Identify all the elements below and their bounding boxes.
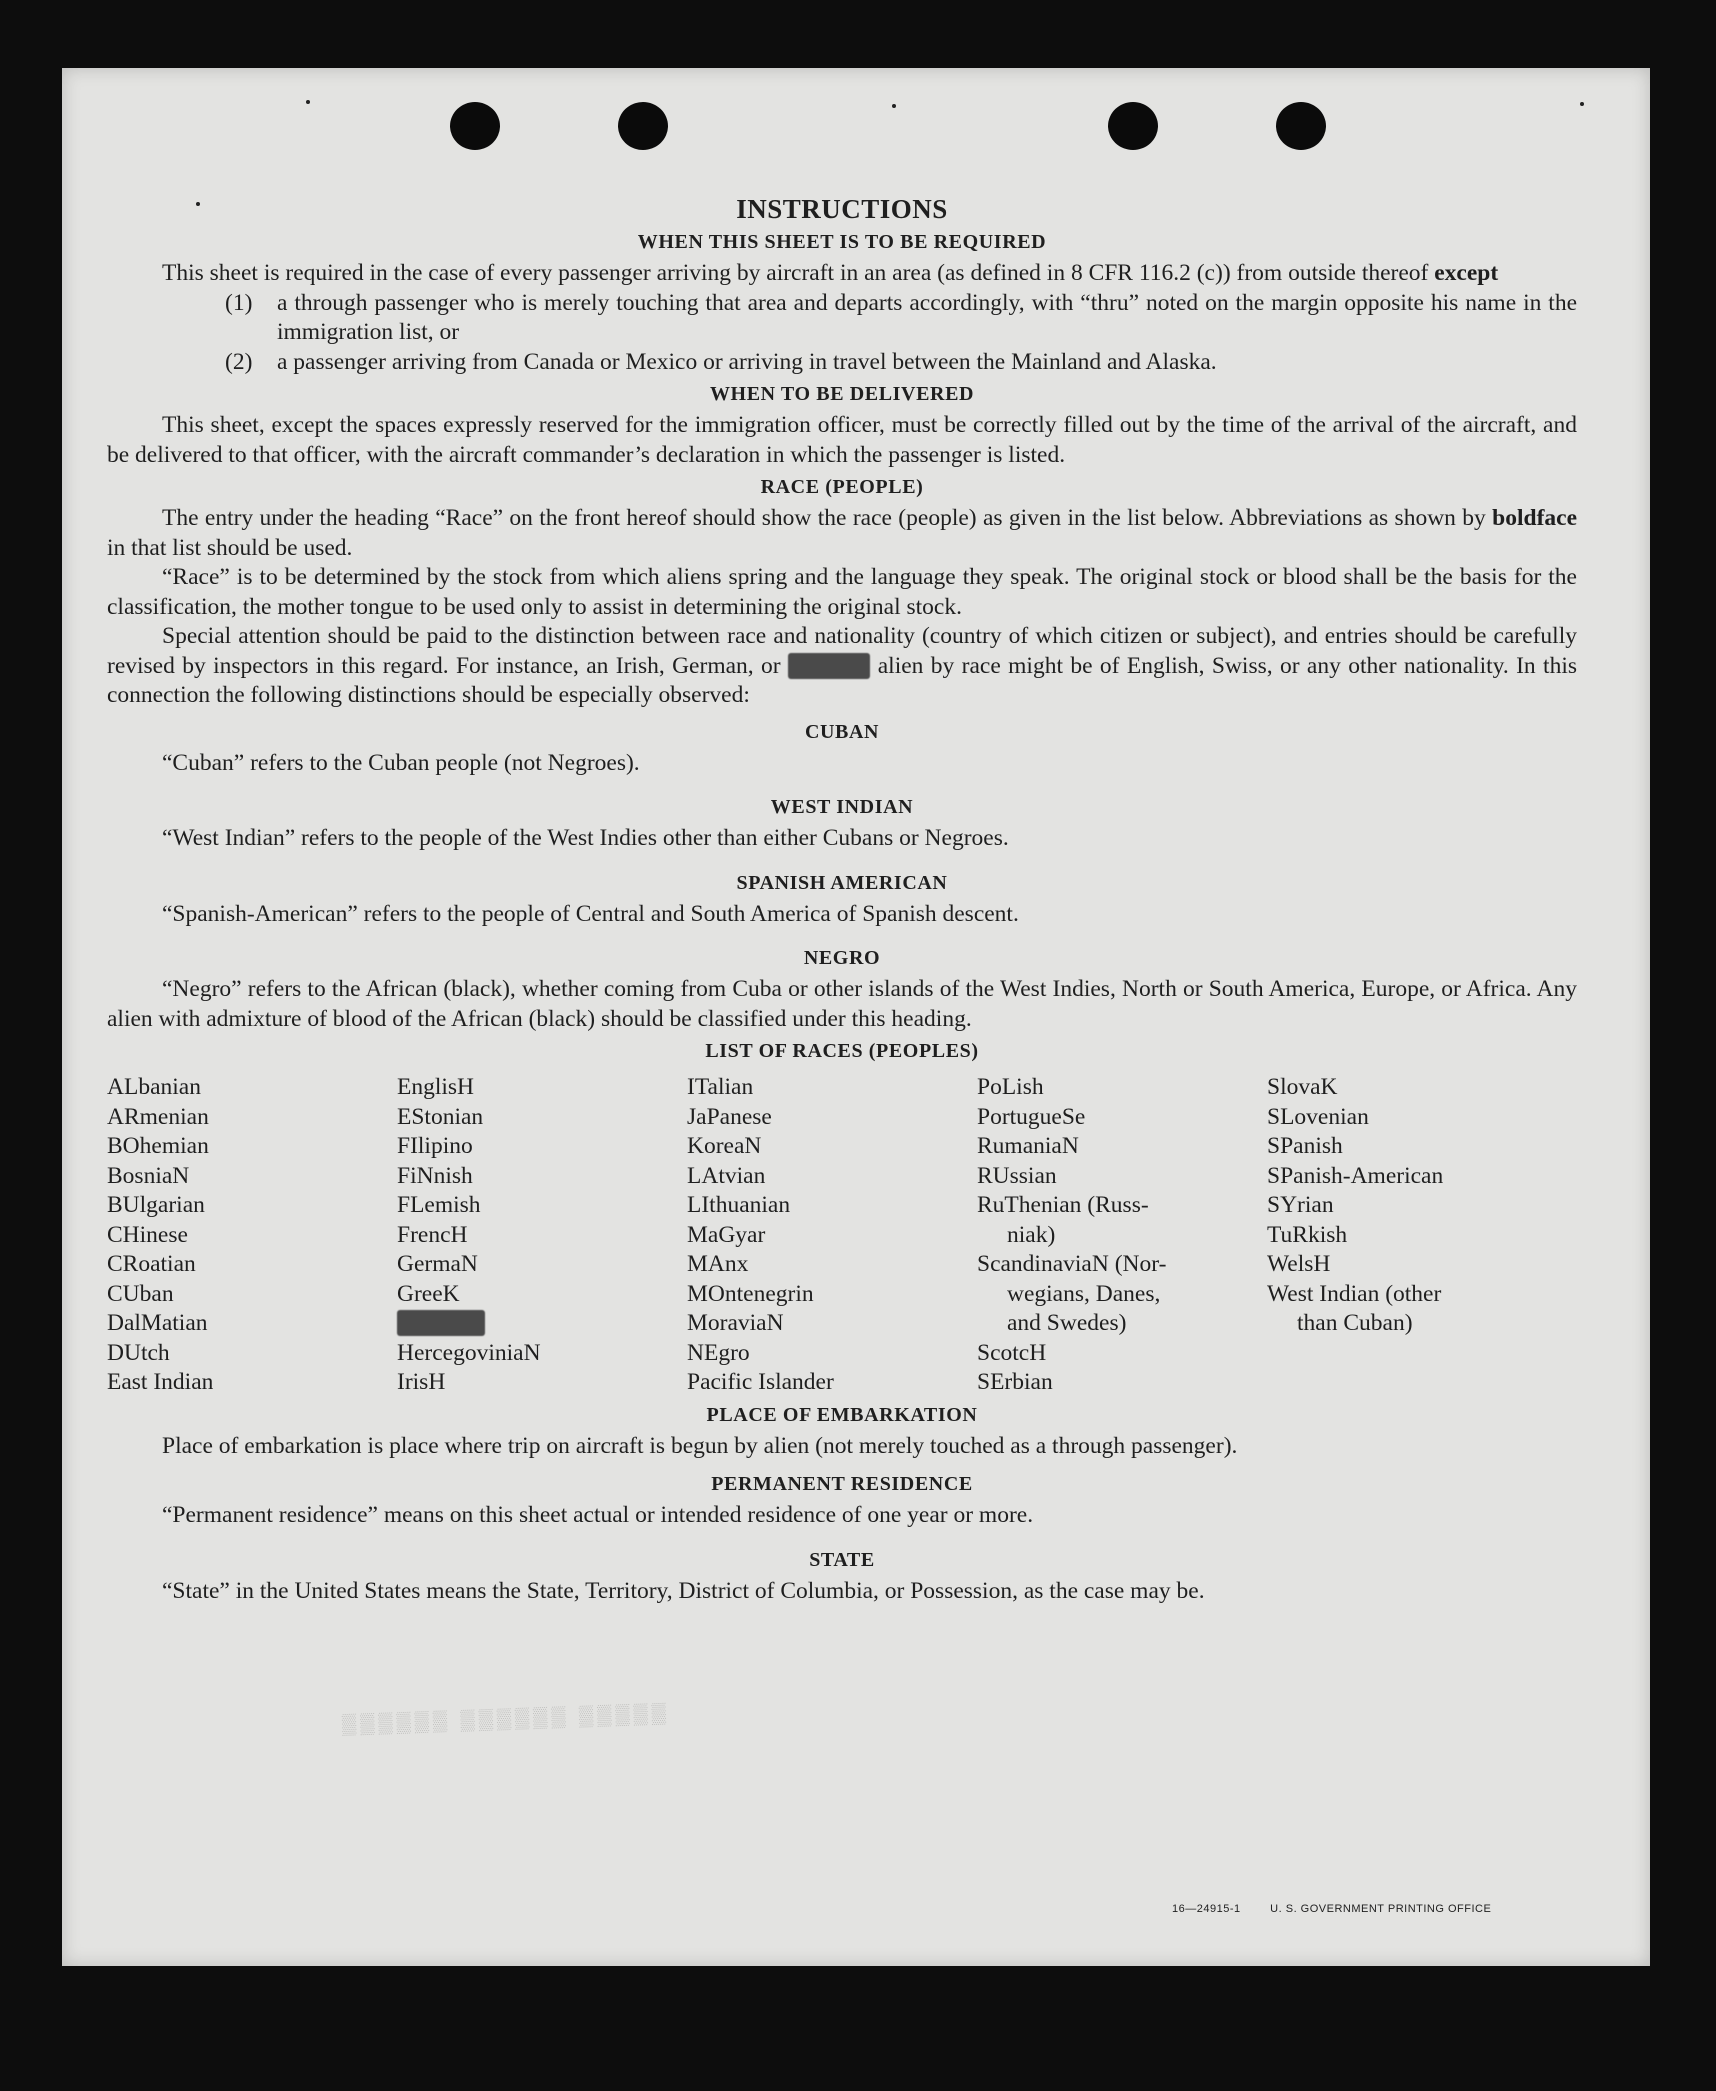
race-item: RuThenian (Russ- xyxy=(977,1192,1149,1218)
race-item: CRoatian xyxy=(107,1251,196,1277)
race-item: BOhemian xyxy=(107,1133,209,1159)
item-number: (1) xyxy=(225,289,253,316)
speck xyxy=(306,100,310,104)
race-item: West Indian (other xyxy=(1267,1280,1442,1307)
item-text: a passenger arriving from Canada or Mexico or arriving in travel between the Mainland and Alaska. xyxy=(277,348,1217,375)
race-item: LAtvian xyxy=(687,1162,766,1189)
punch-hole xyxy=(1108,102,1158,150)
race-column-5 xyxy=(1267,1073,1557,1398)
race-item: DalMatian xyxy=(107,1310,208,1336)
spanish-american-text: “Spanish-American” refers to the people of Central and South America of Spanish descent. xyxy=(162,900,1019,927)
race-item: ALbanian xyxy=(107,1074,201,1100)
race-item-redacted xyxy=(397,1309,687,1339)
race-item: GermaN xyxy=(397,1251,478,1277)
heading-list-of-races: LIST OF RACES (PEOPLES) xyxy=(705,1040,979,1062)
race-item: IrisH xyxy=(397,1369,446,1395)
race-column-3 xyxy=(687,1073,977,1398)
speck xyxy=(1580,102,1584,106)
residence-text: “Permanent residence” means on this sheet actual or intended residence of one year or more. xyxy=(162,1502,1034,1528)
required-intro-bold: except xyxy=(1434,260,1499,286)
heading-west-indian: WEST INDIAN xyxy=(770,796,914,818)
heading-cuban: CUBAN xyxy=(804,720,880,743)
race-item: SLovenian xyxy=(1267,1103,1369,1130)
race-item: ARmenian xyxy=(107,1103,209,1130)
race-item: Pacific Islander xyxy=(687,1369,834,1395)
race-item: SlovaK xyxy=(1267,1074,1338,1100)
race-item: FLemish xyxy=(397,1192,481,1218)
required-intro-text: This sheet is required in the case of every passenger arriving by aircraft in an area (as defined in 8 CFR 116.2 (c)) from outside thereof xyxy=(162,260,1429,286)
race-item: SPanish xyxy=(1267,1133,1343,1159)
race-p1-text: The entry under the heading “Race” on the front hereof should show the race (people) as given in the list below. Abbreviations as shown by xyxy=(162,505,1486,531)
race-p1-bold: boldface xyxy=(1492,505,1578,531)
race-item: MaGyar xyxy=(687,1221,766,1248)
redacted-word xyxy=(397,1310,485,1336)
race-item: MAnx xyxy=(687,1251,749,1277)
heading-residence: PERMANENT RESIDENCE xyxy=(711,1473,973,1495)
race-item: EnglisH xyxy=(397,1074,475,1100)
faint-stamp-mark: ▒▒▒▒▒▒ ▒▒▒▒▒▒ ▒▒▒▒▒ xyxy=(341,1702,671,1736)
race-item: TuRkish xyxy=(1267,1221,1348,1248)
race-item: KoreaN xyxy=(687,1133,762,1159)
race-item: PoLish xyxy=(977,1074,1044,1100)
race-item: FIlipino xyxy=(397,1133,473,1159)
heading-spanish-american: SPANISH AMERICAN xyxy=(736,871,948,894)
race-paragraph-1 xyxy=(107,504,1577,563)
race-item: FrencH xyxy=(397,1221,468,1248)
punch-hole xyxy=(450,102,500,150)
page-title: INSTRUCTIONS xyxy=(736,194,948,224)
heading-race: RACE (PEOPLE) xyxy=(760,476,924,498)
race-item: MOntenegrin xyxy=(687,1280,814,1307)
race-p1-text-end: in that list should be used. xyxy=(107,534,353,561)
redacted-word xyxy=(788,653,870,679)
heading-required: WHEN THIS SHEET IS TO BE REQUIRED xyxy=(637,231,1047,253)
race-item: East Indian xyxy=(107,1369,214,1395)
punch-hole xyxy=(1276,102,1326,150)
race-item: MoraviaN xyxy=(687,1310,784,1336)
document-sheet xyxy=(62,68,1650,1966)
required-item-1 xyxy=(107,289,1577,348)
printer-imprint: U. S. GOVERNMENT PRINTING OFFICE xyxy=(1270,1903,1492,1915)
race-item: HercegoviniaN xyxy=(397,1339,541,1366)
race-item: SPanish-American xyxy=(1267,1162,1444,1189)
race-item-continued: and Swedes) xyxy=(1007,1310,1127,1336)
race-item: DUtch xyxy=(107,1339,170,1366)
form-code: 16—24915-1 xyxy=(1172,1903,1241,1915)
race-p3-text: Special attention should be paid to the distinction between race and nationality (country of which citizen or subject), and entries should be carefully revised by inspectors in this regard. For instance, an Irish, German, or xyxy=(107,623,1577,679)
race-paragraph-2: “Race” is to be determined by the stock from which aliens spring and the language they speak. The original stock or blood shall be the basis for the classification, the mother tongue to be used only to assist in determining the original stock. xyxy=(107,564,1577,620)
race-item: ITalian xyxy=(687,1074,754,1100)
race-item: ScotcH xyxy=(977,1339,1047,1366)
race-list xyxy=(107,1073,1577,1398)
embarkation-text: Place of embarkation is place where trip on aircraft is begun by alien (not merely touched as a through passenger). xyxy=(162,1432,1238,1459)
race-paragraph-3 xyxy=(107,622,1577,711)
punch-hole xyxy=(618,102,668,150)
race-item: CUban xyxy=(107,1280,174,1307)
race-item: SYrian xyxy=(1267,1192,1334,1218)
footer-imprint xyxy=(1172,1903,1517,1915)
race-p3-text-end: alien by race might be of English, Swiss, or any other nationality. In this connection the following distinctions should be especially observed: xyxy=(107,652,1578,708)
race-item: RumaniaN xyxy=(977,1133,1079,1159)
instructions-content xyxy=(107,194,1577,1606)
heading-delivered: WHEN TO BE DELIVERED xyxy=(709,383,975,405)
heading-state: STATE xyxy=(809,1548,875,1571)
race-item: WelsH xyxy=(1267,1251,1331,1277)
race-column-2 xyxy=(397,1073,687,1398)
heading-embarkation: PLACE OF EMBARKATION xyxy=(706,1403,978,1426)
required-intro xyxy=(107,259,1577,289)
item-number: (2) xyxy=(225,348,253,375)
delivered-text: This sheet, except the spaces expressly reserved for the immigration officer, must be correctly filled out by the time of the arrival of the aircraft, and be delivered to that officer, with the aircraft commander’s declaration in which the passenger is listed. xyxy=(107,412,1577,468)
race-item-continued: niak) xyxy=(1007,1221,1056,1248)
race-item: BosniaN xyxy=(107,1162,190,1189)
negro-text: “Negro” refers to the African (black), whether coming from Cuba or other islands of the West Indies, North or South America, Europe, or Africa. Any alien with admixture of blood of the African (black) should be classified under this heading. xyxy=(107,976,1577,1032)
race-item: EStonian xyxy=(397,1103,484,1130)
state-text: “State” in the United States means the State, Territory, District of Columbia, or Possession, as the case may be. xyxy=(162,1577,1205,1604)
race-item: FiNnish xyxy=(397,1162,473,1189)
race-item: GreeK xyxy=(397,1280,460,1307)
race-item-continued: than Cuban) xyxy=(1297,1310,1413,1336)
race-item: CHinese xyxy=(107,1221,188,1248)
item-text: a through passenger who is merely touching that area and departs accordingly, with “thru” noted on the margin opposite his name in the immigration list, or xyxy=(277,289,1577,345)
race-item: ScandinaviaN (Nor- xyxy=(977,1251,1167,1277)
race-item: LIthuanian xyxy=(687,1192,791,1218)
cuban-text: “Cuban” refers to the Cuban people (not Negroes). xyxy=(162,749,640,776)
race-column-4 xyxy=(977,1073,1267,1398)
west-indian-text: “West Indian” refers to the people of the West Indies other than either Cubans or Negroes. xyxy=(162,825,1009,851)
race-item: NEgro xyxy=(687,1339,750,1366)
race-item-continued: wegians, Danes, xyxy=(1007,1280,1161,1307)
race-item: BUlgarian xyxy=(107,1192,205,1218)
race-item: SErbian xyxy=(977,1369,1053,1395)
race-item: JaPanese xyxy=(687,1103,772,1130)
race-column-1 xyxy=(107,1073,397,1398)
race-item: PortugueSe xyxy=(977,1103,1086,1130)
required-item-2 xyxy=(107,348,1577,378)
heading-negro: NEGRO xyxy=(803,947,881,969)
race-item: RUssian xyxy=(977,1162,1057,1189)
speck xyxy=(892,104,896,108)
